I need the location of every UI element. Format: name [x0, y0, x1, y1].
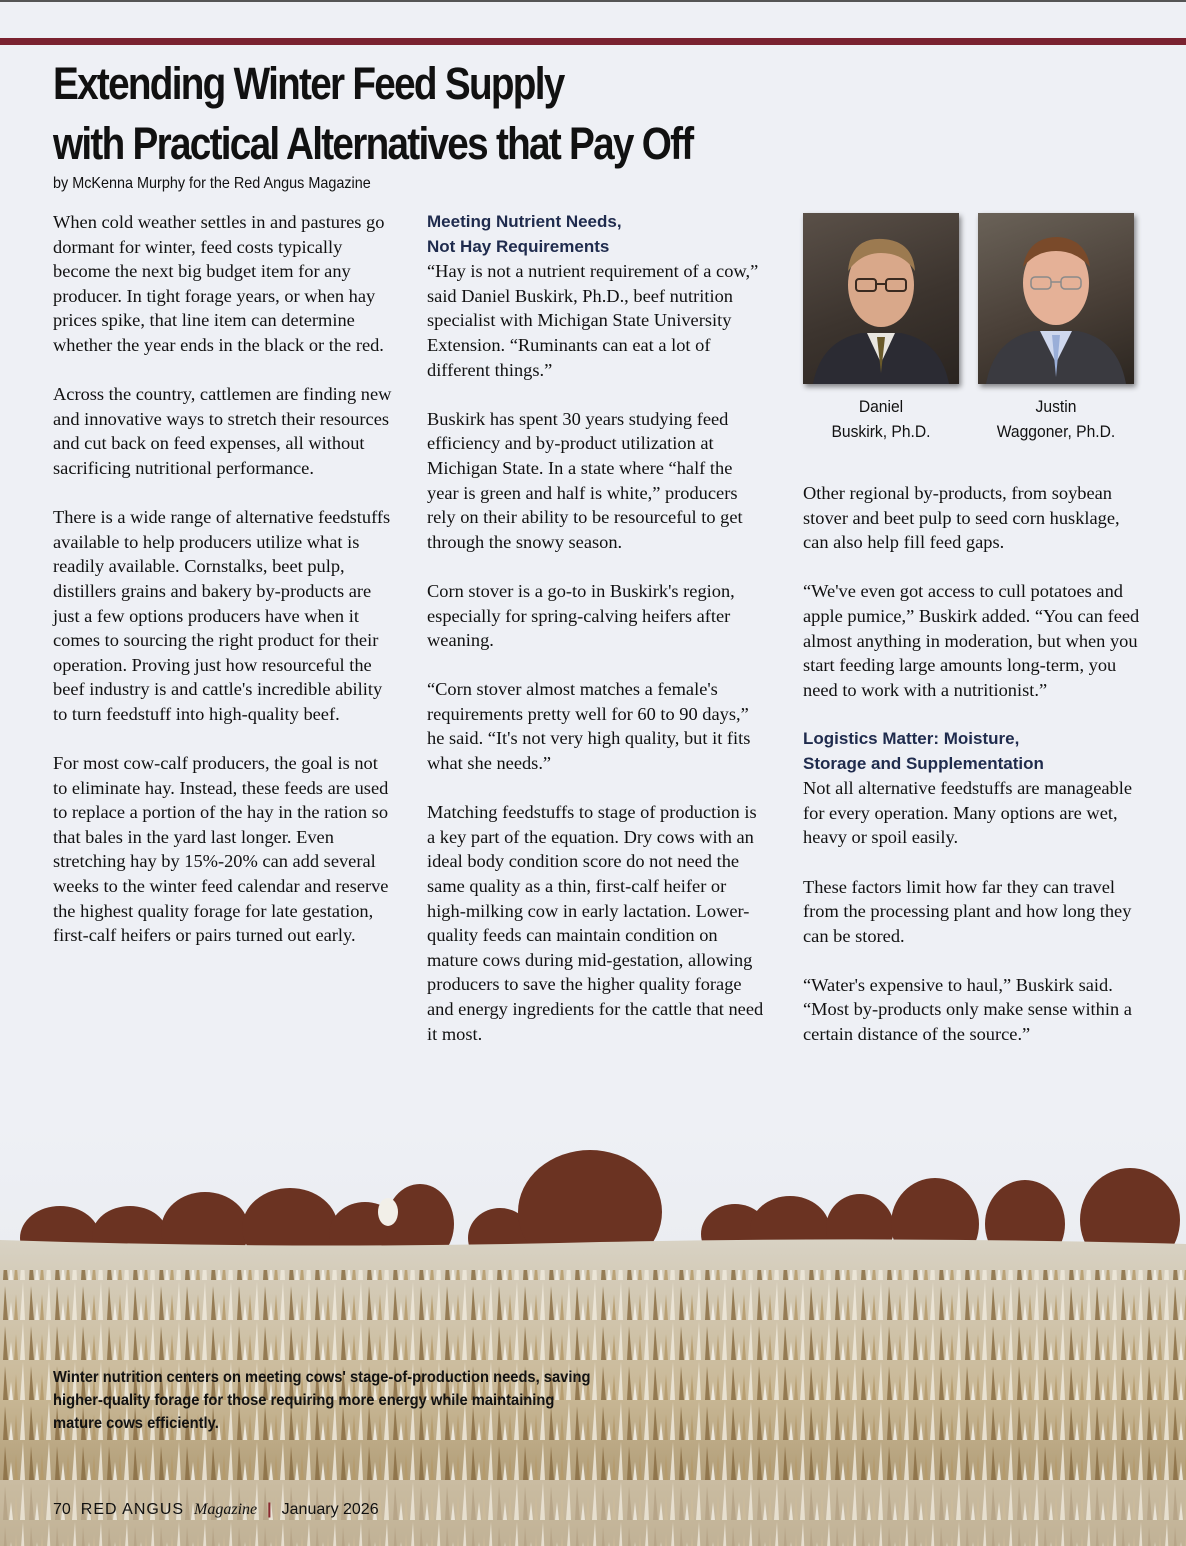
paragraph: Matching feedstuffs to stage of production is a key part of the equation. Dry cows with an ideal body condition score do not need the same quality as a thin, first-calf heifer or high-milking cow in early lactation. Lower-quality feeds can maintain condition on mature cows during mid-gestation, allowing producers to save the higher quality forage and energy ingredients for the cattle that need it most.: [427, 802, 764, 1044]
headshot-daniel-buskirk: [803, 213, 959, 384]
caption-title: Buskirk, Ph.D.: [831, 422, 931, 441]
footer-separator: |: [267, 1501, 272, 1518]
byline: by McKenna Murphy for the Red Angus Magazine: [53, 175, 371, 192]
column-3: [803, 481, 1148, 1071]
paragraph: “Hay is not a nutrient requirement of a cow,” said Daniel Buskirk, Ph.D., beef nutrition specialist with Michigan State University Extension. “Ruminants can eat a lot of different things.”: [427, 261, 759, 380]
header-rule: [0, 38, 1186, 45]
title-line-1: Extending Winter Feed Supply: [53, 58, 564, 109]
paragraph: Corn stover is a go-to in Buskirk's region, especially for spring-calving heifers after weaning.: [427, 580, 735, 651]
title-line-2: with Practical Alternatives that Pay Off: [53, 118, 693, 169]
paragraph: When cold weather settles in and pastures go dormant for winter, feed costs typically become the next big budget item for any producer. In tight forage years, or when hay prices spike, that line item can determine whether the year ends in the black or the red.: [53, 212, 385, 355]
issue-date: January 2026: [281, 1501, 379, 1518]
page-number: 70: [53, 1501, 71, 1518]
paragraph: Buskirk has spent 30 years studying feed efficiency and by-product utilization at Michigan State. In a state where “half the year is green and half is white,” producers rely on their ability to be resourceful to get through the snowy season.: [427, 408, 743, 552]
page-top-border: [0, 0, 1186, 2]
magazine-name: RED ANGUS: [80, 1501, 185, 1518]
paragraph: Not all alternative feedstuffs are manageable for every operation. Many options are wet, heavy or spoil easily.: [803, 778, 1133, 848]
page-footer: [53, 1499, 379, 1521]
photo-caption-justin: [982, 394, 1129, 444]
paragraph: “Corn stover almost matches a female's requirements pretty well for 60 to 90 days,” he said. “It's not very high quality, but it fits what she needs.”: [427, 679, 751, 774]
article-title: [53, 54, 827, 174]
paragraph: Other regional by-products, from soybean stover and beet pulp to seed corn husklage, can also help fill feed gaps.: [803, 483, 1120, 553]
paragraph: For most cow-calf producers, the goal is not to eliminate hay. Instead, these feeds are used to replace a portion of the hay in the ration so that bales in the yard last longer. Even stretching hay by 15%-20% can add several weeks to the winter feed calendar and reserve the highest quality forage for late gestation, first-calf heifers or pairs turned out early.: [53, 753, 389, 946]
column-1: [53, 210, 393, 972]
subhead-line: Meeting Nutrient Needs,: [427, 212, 622, 231]
subhead-line: Storage and Supplementation: [803, 753, 1044, 773]
subhead-line: Not Hay Requirements: [427, 236, 610, 256]
paragraph: “Water's expensive to haul,” Buskirk said. “Most by-products only make sense within a certain distance of the source.”: [803, 974, 1132, 1045]
section-heading: [427, 210, 767, 259]
magazine-script-logo: Magazine: [194, 1501, 258, 1518]
paragraph: There is a wide range of alternative feedstuffs available to help producers utilize what is readily available. Cornstalks, beet pulp, distillers grains and bakery by-products are just a few options producers have when it comes to sourcing the right product for their operation. Proving just how resourceful the beef industry is and cattle's incredible ability to turn feedstuff into high-quality beef.: [53, 507, 391, 724]
caption-title: Waggoner, Ph.D.: [996, 422, 1116, 441]
portrait-image: [803, 213, 959, 384]
hero-caption: Winter nutrition centers on meeting cows' stage-of-production needs, saving higher-quality forage for those requiring more energy while maintaining mature cows efficiently.: [53, 1369, 591, 1432]
caption-name: Daniel: [858, 397, 904, 416]
subhead-line: Logistics Matter: Moisture,: [803, 728, 1020, 748]
section-heading: [803, 727, 1148, 776]
headshot-justin-waggoner: [978, 213, 1134, 384]
paragraph: “We've even got access to cull potatoes and apple pumice,” Buskirk added. “You can feed almost anything in moderation, but when you start feeding large amounts long-term, you need to work with a nutritionist.”: [803, 581, 1140, 700]
caption-name: Justin: [1035, 397, 1077, 416]
column-2: [427, 210, 767, 1071]
paragraph: These factors limit how far they can travel from the processing plant and how long they can be stored.: [803, 876, 1132, 946]
portrait-image: [978, 213, 1134, 384]
paragraph: Across the country, cattlemen are finding new and innovative ways to stretch their resources and cut back on feed expenses, all without sacrificing nutritional performance.: [53, 384, 392, 478]
photo-caption-daniel: [807, 394, 954, 444]
hero-photo-cattle: [0, 1120, 1186, 1546]
